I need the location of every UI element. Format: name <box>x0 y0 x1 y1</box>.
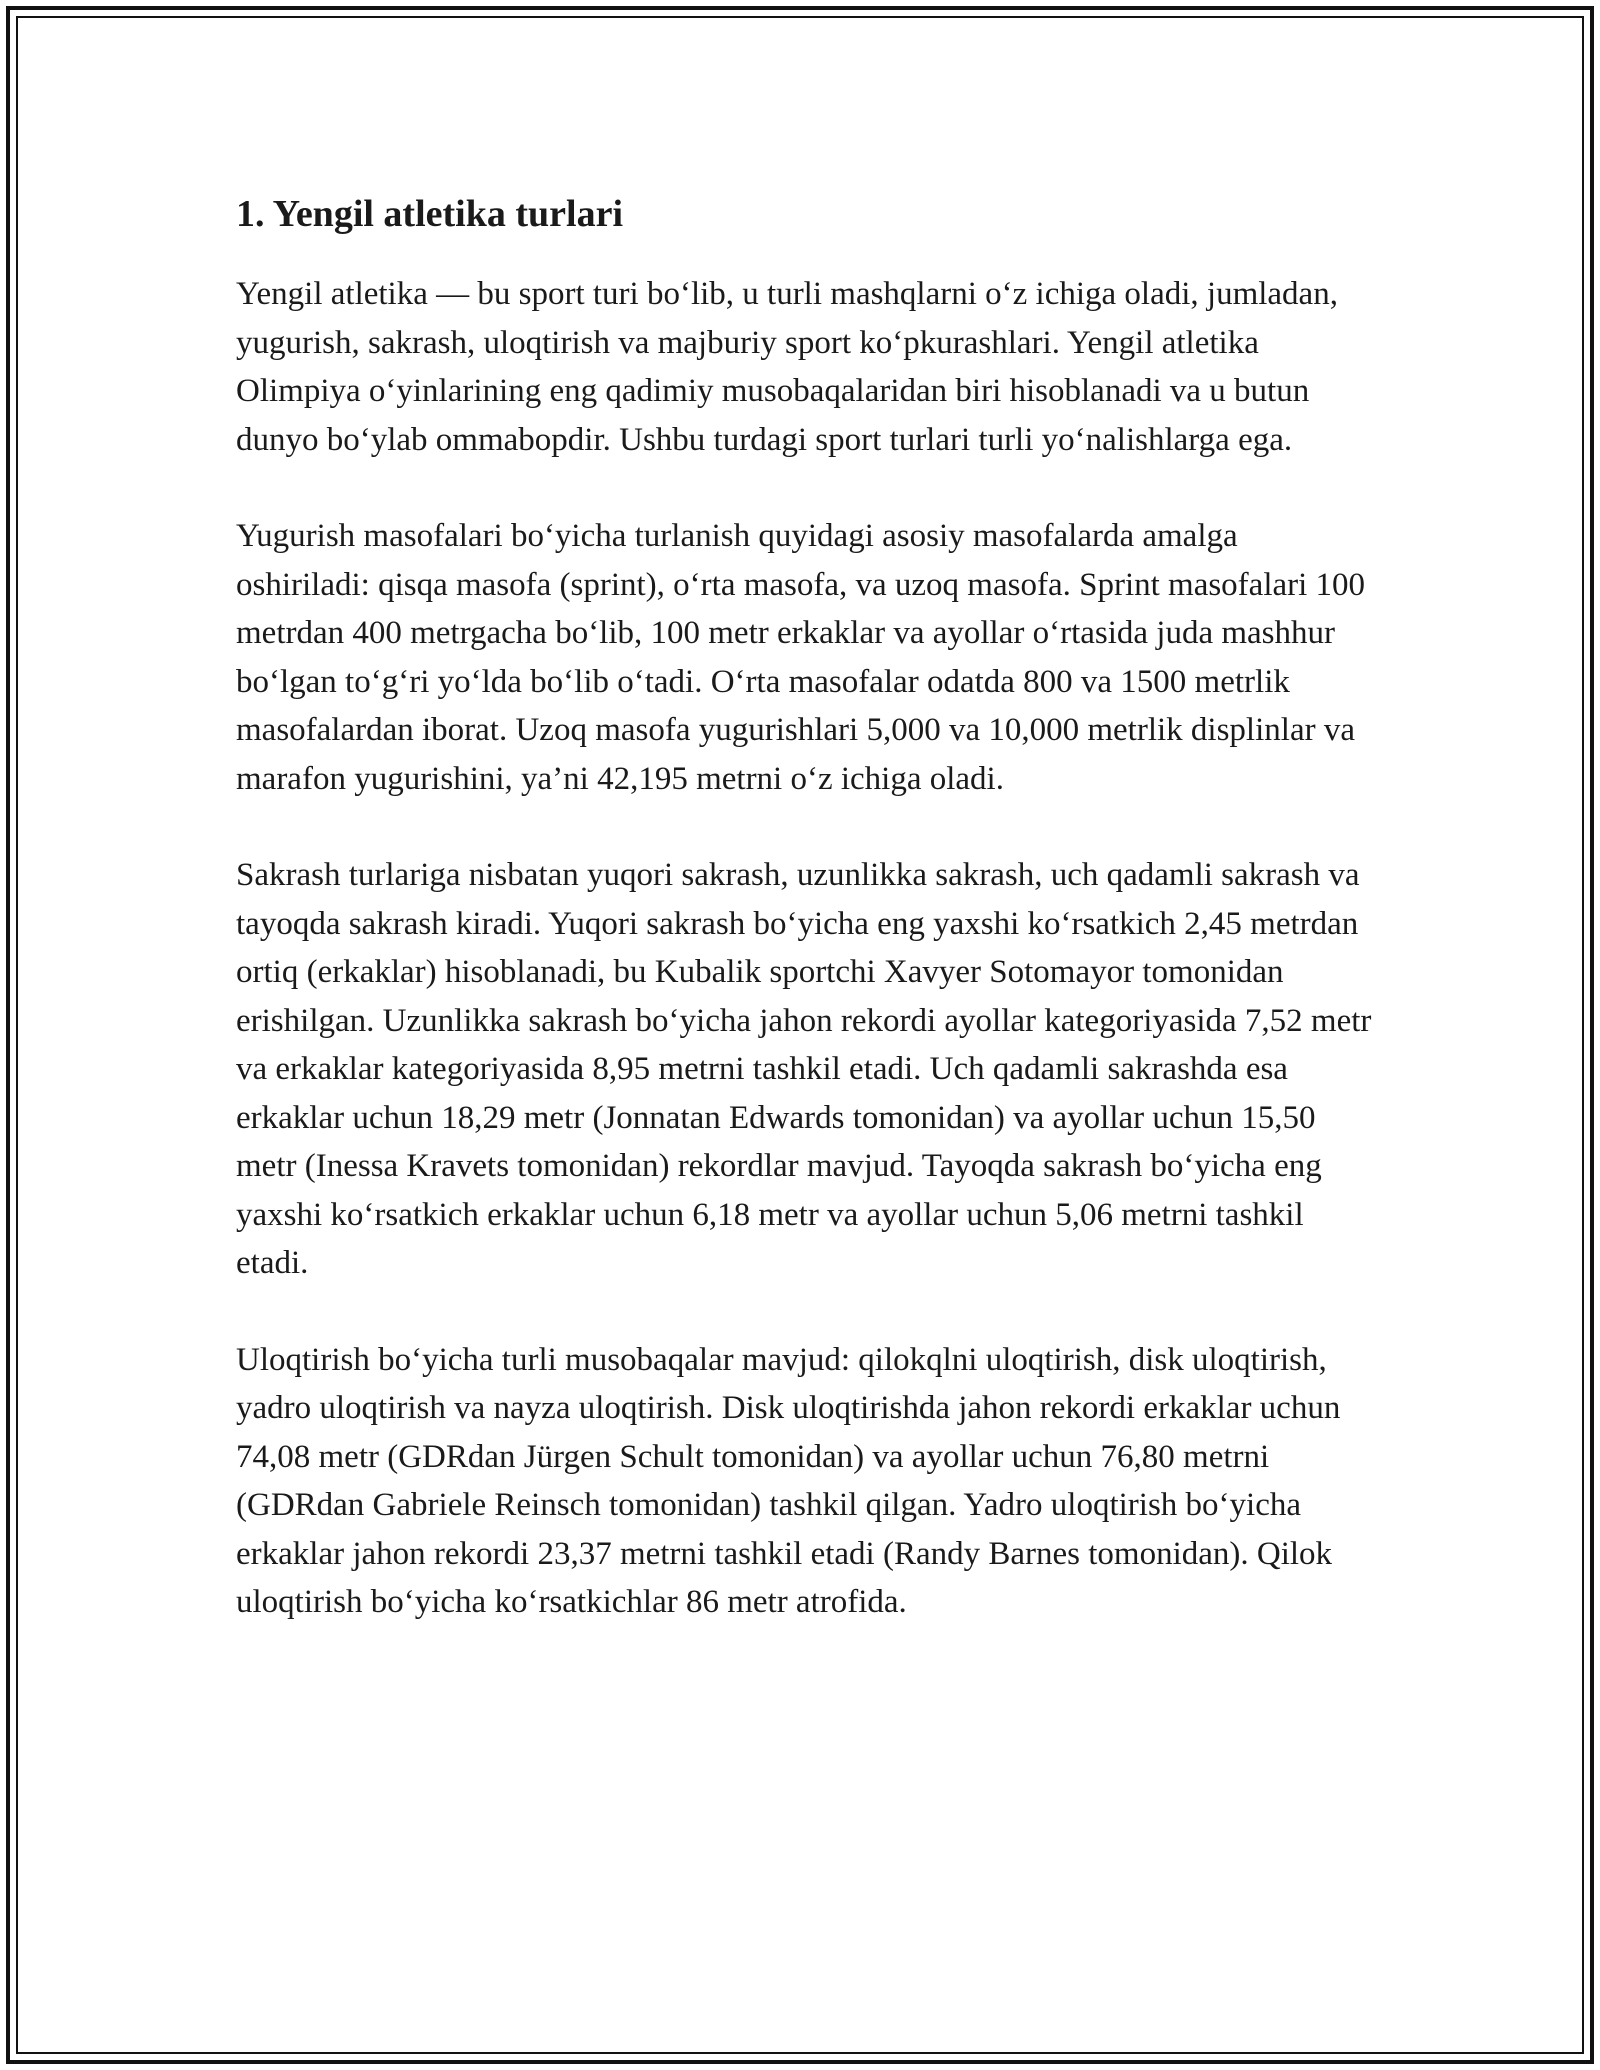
paragraph-running: Yugurish masofalari bo‘yicha turlanish quyidagi asosiy masofalarda amalga oshiriladi: qisqa masofa (sprint), o‘rta masofa, va uzoq masofa. Sprint masofalari 100 metrdan 400 metrgacha bo‘lib, 100 metr erkaklar va ayollar o‘rtasida juda mashhur bo‘lgan to‘g‘ri yo‘lda bo‘lib o‘tadi. O‘rta masofalar odatda 800 va 1500 metrlik masofalardan iborat. Uzoq masofa yugurishlari 5,000 va 10,000 metrlik displinlar va marafon yugurishini, ya’ni 42,195 metrni o‘z ichiga oladi. <box>236 518 1366 797</box>
document-body <box>236 184 1376 1675</box>
section-heading: 1. Yengil atletika turlari <box>236 193 623 235</box>
paragraph-throwing: Uloqtirish bo‘yicha turli musobaqalar mavjud: qilokqlni uloqtirish, disk uloqtirish, yadro uloqtirish va nayza uloqtirish. Disk uloqtirishda jahon rekordi erkaklar uchun 74,08 metr (GDRdan Jürgen Schult tomonidan) va ayollar uchun 76,80 metrni (GDRdan Gabriele Reinsch tomonidan) tashkil qilgan. Yadro uloqtirish bo‘yicha erkaklar jahon rekordi 23,37 metrni tashkil etadi (Randy Barnes tomonidan). Qilok uloqtirish bo‘yicha ko‘rsatkichlar 86 metr atrofida. <box>236 1341 1341 1620</box>
paragraph-intro: Yengil atletika — bu sport turi bo‘lib, u turli mashqlarni o‘z ichiga oladi, jumladan, yugurish, sakrash, uloqtirish va majburiy sport ko‘pkurashlari. Yengil atletika Olimpiya o‘yinlarining eng qadimiy musobaqalaridan biri hisoblanadi va u butun dunyo bo‘ylab ommabopdir. Ushbu turdagi sport turlari turli yo‘nalishlarga ega. <box>236 276 1338 458</box>
paragraph-jumping: Sakrash turlariga nisbatan yuqori sakrash, uzunlikka sakrash, uch qadamli sakrash va tayoqda sakrash kiradi. Yuqori sakrash bo‘yicha eng yaxshi ko‘rsatkich 2,45 metrdan ortiq (erkaklar) hisoblanadi, bu Kubalik sportchi Xavyer Sotomayor tomonidan erishilgan. Uzunlikka sakrash bo‘yicha jahon rekordi ayollar kategoriyasida 7,52 metr va erkaklar kategoriyasida 8,95 metrni tashkil etadi. Uch qadamli sakrashda esa erkaklar uchun 18,29 metr (Jonnatan Edwards tomonidan) va ayollar uchun 15,50 metr (Inessa Kravets tomonidan) rekordlar mavjud. Tayoqda sakrash bo‘yicha eng yaxshi ko‘rsatkich erkaklar uchun 6,18 metr va ayollar uchun 5,06 metrni tashkil etadi. <box>236 857 1372 1281</box>
